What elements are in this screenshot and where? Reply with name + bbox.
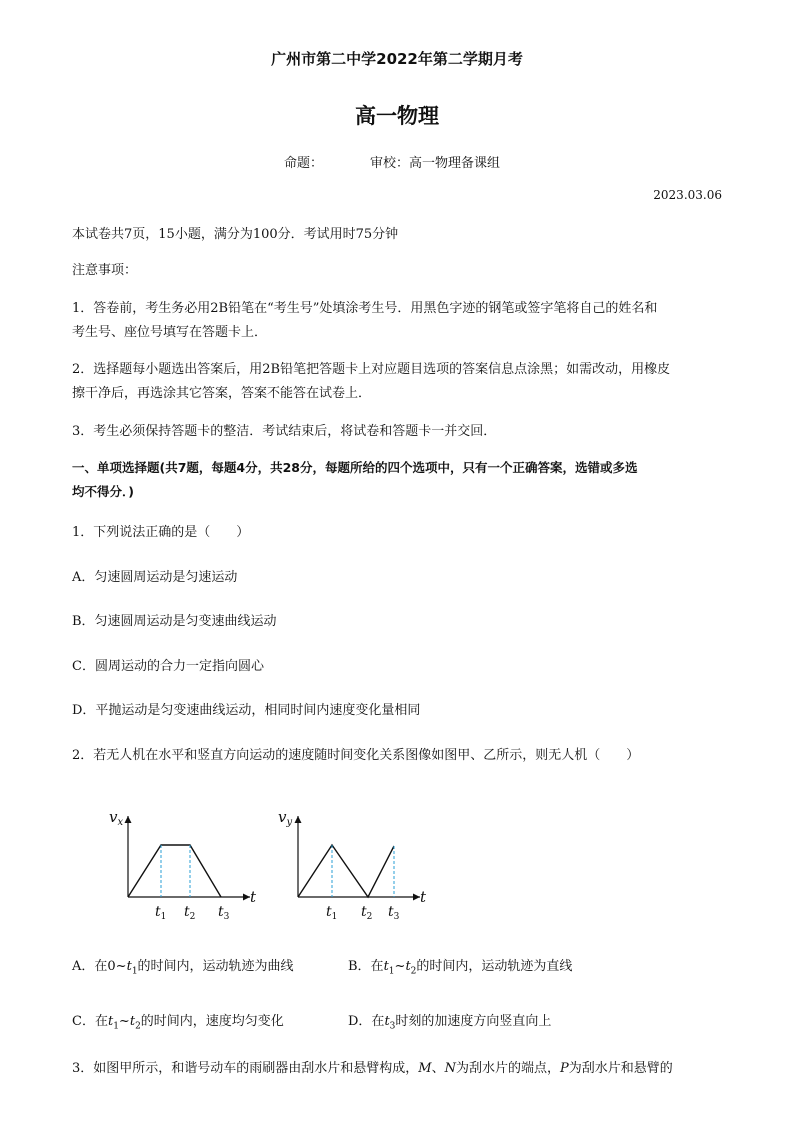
vx-x-label: t xyxy=(250,888,257,906)
q1-stem: 1．下列说法正确的是（ ） xyxy=(72,525,250,540)
section-1-heading-line-1: 一、单项选择题(共7题，每题4分，共28分，每题所给的四个选项中，只有一个正确答案，选错或多选 xyxy=(72,460,638,475)
q2-option-c: C．在$t_1\sim t_2$的时间内，速度均匀变化 xyxy=(72,1014,284,1032)
exam-credits xyxy=(284,152,500,171)
q2-stem: 2．若无人机在水平和竖直方向运动的速度随时间变化关系图像如图甲、乙所示，则无人机（ ） xyxy=(72,748,640,763)
note-3: 3．考生必须保持答题卡的整洁．考试结束后，将试卷和答题卡一并交回． xyxy=(72,424,497,439)
proposer-label: 命题： xyxy=(284,156,324,171)
reviewer-label: 审校：高一物理备课组 xyxy=(370,156,501,171)
exam-title: 广州市第二中学2022年第二学期月考 xyxy=(271,50,523,68)
q2-option-d: D．在$t_3$时刻的加速度方向竖直向上 xyxy=(348,1014,552,1032)
notes-title: 注意事项： xyxy=(72,263,138,278)
note-2-line-1: 2．选择题每小题选出答案后，用2B铅笔把答题卡上对应题目选项的答案信息点涂黑；如需改动，用橡皮 xyxy=(72,362,671,377)
vx-tick-t2: $t_2$ xyxy=(184,904,196,922)
vx-y-label: $v_x$ xyxy=(109,808,124,828)
note-2-line-2: 擦干净后，再选涂其它答案，答案不能答在试卷上． xyxy=(72,386,372,401)
q1-option-d: D．平抛运动是匀变速曲线运动，相同时间内速度变化量相同 xyxy=(72,703,421,718)
q1-option-b: B．匀速圆周运动是匀变速曲线运动 xyxy=(72,614,277,629)
vy-y-label: $v_y$ xyxy=(278,808,293,828)
q2-options-row-2 xyxy=(72,1010,724,1032)
q2-option-a: A．在$0\sim t_1$的时间内，运动轨迹为曲线 xyxy=(72,959,294,977)
vx-tick-t3: $t_3$ xyxy=(218,904,230,922)
q1-option-c: C．圆周运动的合力一定指向圆心 xyxy=(72,659,264,674)
vy-x-label: t xyxy=(420,888,427,906)
exam-date: 2023.03.06 xyxy=(653,188,722,202)
note-1-line-2: 考生号、座位号填写在答题卡上． xyxy=(72,325,268,340)
q2-graph-vy xyxy=(270,800,440,925)
vx-tick-t1: $t_1$ xyxy=(155,904,167,922)
q1-option-a: A．匀速圆周运动是匀速运动 xyxy=(72,570,238,585)
vy-curve xyxy=(298,845,394,897)
section-1-heading-line-2: 均不得分．) xyxy=(72,484,134,499)
q2-graph-vx xyxy=(100,800,270,925)
note-1-line-1: 1．答卷前，考生务必用2B铅笔在“考生号”处填涂考生号．用黑色字迹的钢笔或签字笔将自己的姓名和 xyxy=(72,301,658,316)
vy-tick-t1: $t_1$ xyxy=(326,904,338,922)
q2-options-row-1 xyxy=(72,955,724,977)
intro-text: 本试卷共7页，15小题，满分为100分．考试用时75分钟 xyxy=(72,227,399,242)
vx-curve xyxy=(128,845,221,897)
exam-subject: 高一物理 xyxy=(355,104,439,128)
q2-option-b: B．在$t_1\sim t_2$的时间内，运动轨迹为直线 xyxy=(348,959,573,977)
vy-tick-t2: $t_2$ xyxy=(361,904,373,922)
q3-stem: 3．如图甲所示，和谐号动车的雨刷器由刮水片和悬臂构成，M、N为刮水片的端点，P为刮水片和悬臂的 xyxy=(72,1061,673,1076)
vy-tick-t3: $t_3$ xyxy=(388,904,400,922)
